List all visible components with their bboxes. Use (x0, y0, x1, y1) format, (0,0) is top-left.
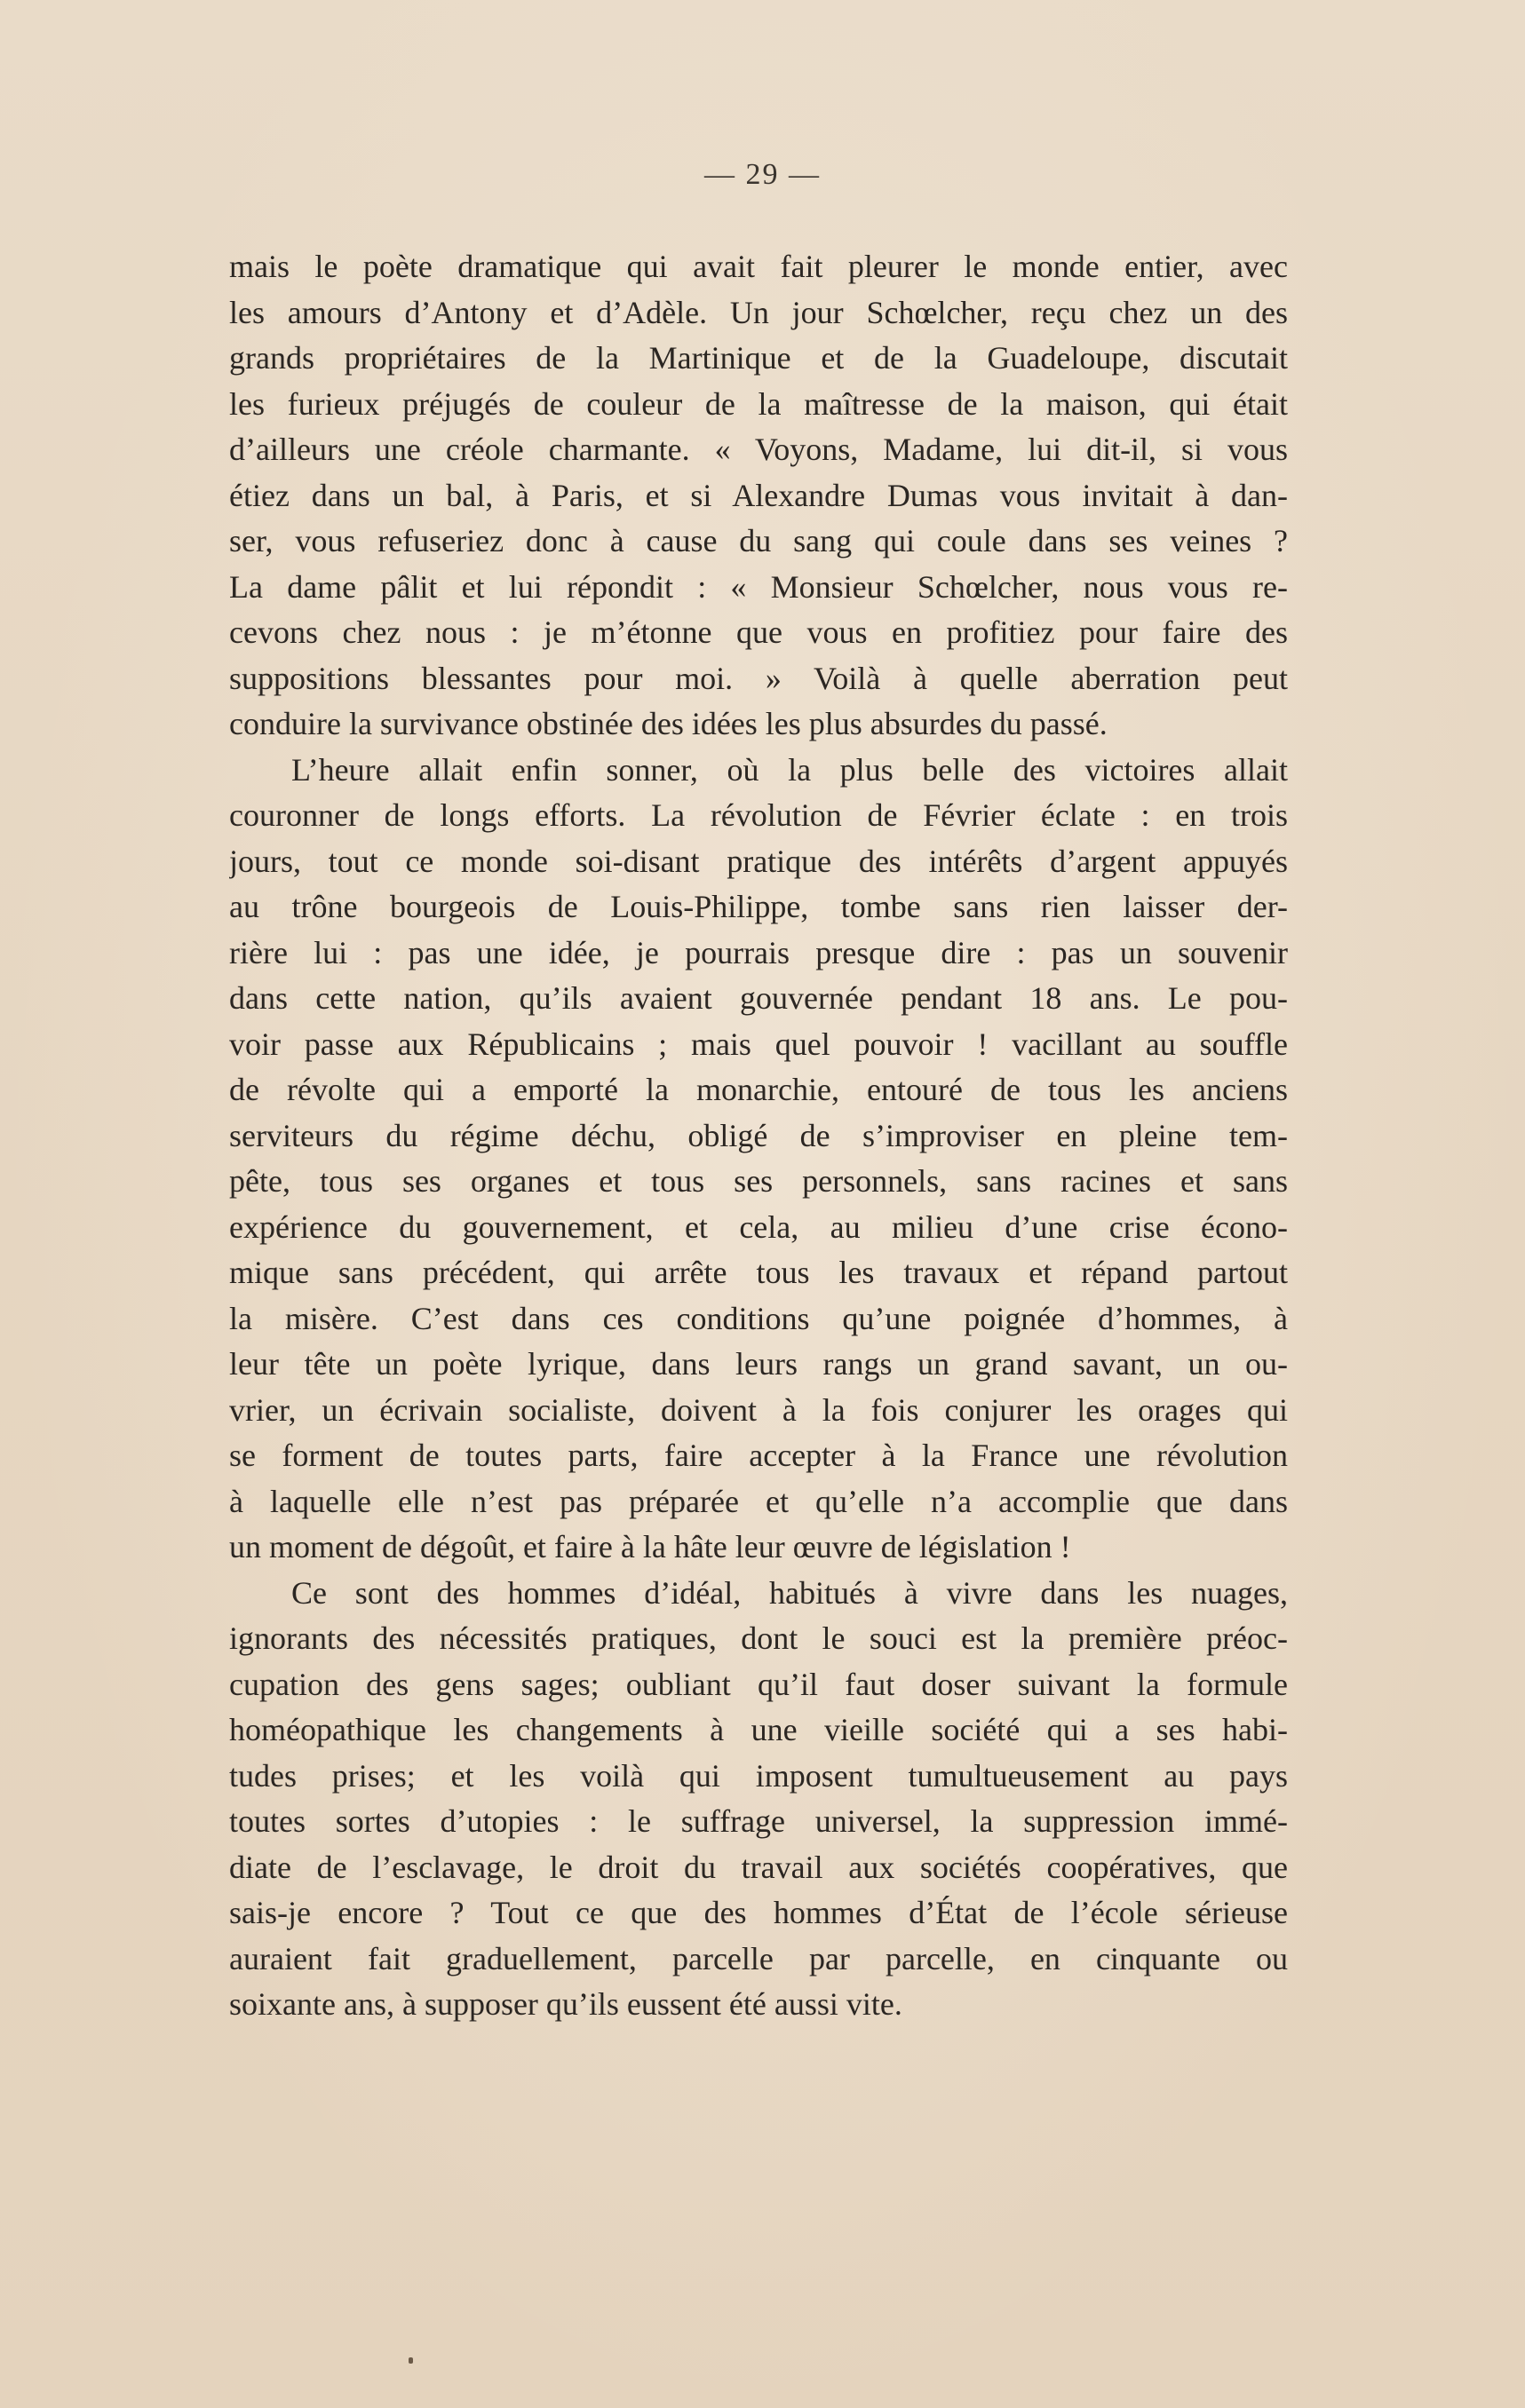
text-line: auraient fait graduellement, parcelle par parcelle, en cinquante ou (229, 1940, 1288, 1976)
text-line: étiez dans un bal, à Paris, et si Alexandre Dumas vous invitait à dan- (229, 477, 1288, 513)
text-line: au trône bourgeois de Louis-Philippe, tombe sans rien laisser der- (229, 889, 1288, 924)
text-line: couronner de longs efforts. La révolution de Février éclate : en trois (229, 797, 1288, 833)
text-line: toutes sortes d’utopies : le suffrage universel, la suppression immé- (229, 1803, 1288, 1839)
text-line: mais le poète dramatique qui avait fait pleurer le monde entier, avec (229, 249, 1288, 284)
paragraph-2 (229, 748, 1288, 1571)
text-line: cevons chez nous : je m’étonne que vous en profitiez pour faire des (229, 614, 1288, 650)
text-line: se forment de toutes parts, faire accepter à la France une révolution (229, 1438, 1288, 1473)
text-line: diate de l’esclavage, le droit du travail aux sociétés coopératives, que (229, 1849, 1288, 1885)
text-line: mique sans précédent, qui arrête tous les travaux et répand partout (229, 1255, 1288, 1290)
text-line: dans cette nation, qu’ils avaient gouvernée pendant 18 ans. Le pou- (229, 980, 1288, 1016)
text-line: sais-je encore ? Tout ce que des hommes d’État de l’école sérieuse (229, 1895, 1288, 1930)
text-line: la misère. C’est dans ces conditions qu’une poignée d’hommes, à (229, 1300, 1288, 1336)
text-line: jours, tout ce monde soi-disant pratique des intérêts d’argent appuyés (229, 843, 1288, 879)
text-line: grands propriétaires de la Martinique et de la Guadeloupe, discutait (229, 340, 1288, 376)
text-line: cupation des gens sages; oubliant qu’il faut doser suivant la formule (229, 1666, 1288, 1702)
text-line: les furieux préjugés de couleur de la maîtresse de la maison, qui était (229, 385, 1288, 422)
text-line: pête, tous ses organes et tous ses personnels, sans racines et sans (229, 1163, 1288, 1199)
text-line: ignorants des nécessités pratiques, dont le souci est la première préoc- (229, 1620, 1288, 1656)
text-line: ser, vous refuseriez donc à cause du sang qui coule dans ses veines ? (229, 523, 1288, 558)
text-line: serviteurs du régime déchu, obligé de s’improviser en pleine tem- (229, 1117, 1288, 1153)
paragraph-1 (229, 244, 1288, 748)
body-text (229, 244, 1288, 2028)
paragraph-3 (229, 1571, 1288, 2028)
paper-speck (409, 2357, 413, 2364)
text-line: suppositions blessantes pour moi. » Voilà à quelle aberration peut (229, 660, 1288, 696)
text-line: Ce sont des hommes d’idéal, habitués à vivre dans les nuages, (291, 1574, 1288, 1611)
text-line: tudes prises; et les voilà qui imposent tumultueusement au pays (229, 1757, 1288, 1794)
text-line: soixante ans, à supposer qu’ils eussent été aussi vite. (229, 1986, 902, 2022)
text-line: leur tête un poète lyrique, dans leurs rangs un grand savant, un ou- (229, 1346, 1288, 1382)
text-line: voir passe aux Républicains ; mais quel pouvoir ! vacillant au souffle (229, 1026, 1288, 1062)
text-line: L’heure allait enfin sonner, où la plus belle des victoires allait (291, 751, 1288, 788)
text-line: d’ailleurs une créole charmante. « Voyons, Madame, lui dit-il, si vous (229, 432, 1288, 467)
text-line: expérience du gouvernement, et cela, au milieu d’une crise écono- (229, 1208, 1288, 1245)
text-line: conduire la survivance obstinée des idées les plus absurdes du passé. (229, 706, 1108, 741)
text-line: homéopathique les changements à une vieille société qui a ses habi- (229, 1712, 1288, 1747)
text-line: les amours d’Antony et d’Adèle. Un jour Schœlcher, reçu chez un des (229, 294, 1288, 330)
page-number: — 29 — (704, 158, 821, 191)
text-line: vrier, un écrivain socialiste, doivent à la fois conjurer les orages qui (229, 1391, 1288, 1428)
text-line: à laquelle elle n’est pas préparée et qu’elle n’a accomplie que dans (229, 1483, 1288, 1519)
text-line: La dame pâlit et lui répondit : « Monsieur Schœlcher, nous vous re- (229, 568, 1288, 605)
text-line: un moment de dégoût, et faire à la hâte leur œuvre de législation ! (229, 1529, 1071, 1564)
text-line: de révolte qui a emporté la monarchie, entouré de tous les anciens (229, 1072, 1288, 1107)
text-line: rière lui : pas une idée, je pourrais presque dire : pas un souvenir (229, 934, 1288, 970)
